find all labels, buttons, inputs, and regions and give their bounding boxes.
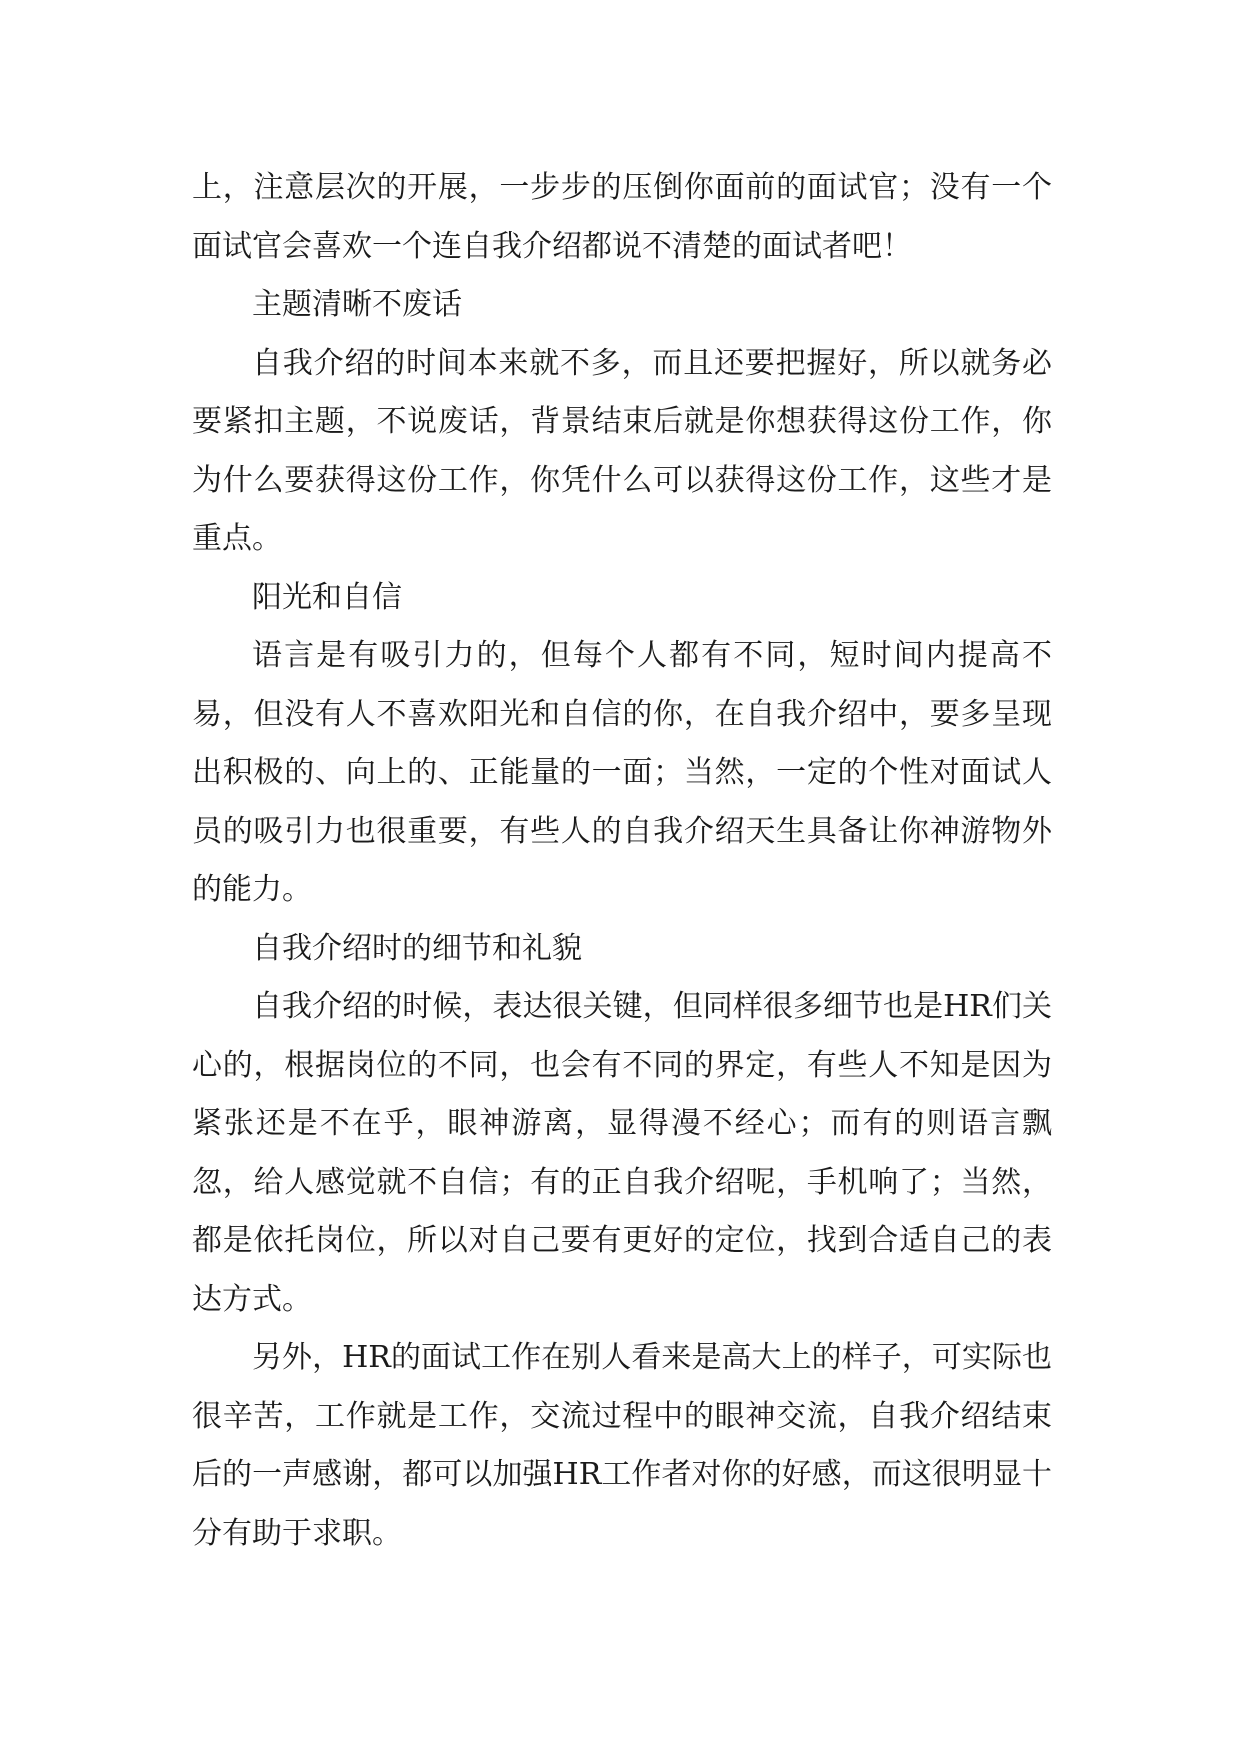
paragraph-details-courtesy: 自我介绍的时候，表达很关键，但同样很多细节也是HR们关心的，根据岗位的不同，也会有不同的界定，有些人不知是因为紧张还是不在乎，眼神游离，显得漫不经心；而有的则语言飘忽，给人感觉就不自信；有的正自我介绍呢，手机响了；当然，都是依托岗位，所以对自己要有更好的定位，找到合适自己的表达方式。 <box>192 989 1052 1317</box>
section-heading-sunny-confident: 阳光和自信 <box>252 579 402 615</box>
paragraph-continuation: 上，注意层次的开展，一步步的压倒你面前的面试官；没有一个面试官会喜欢一个连自我介绍都说不清楚的面试者吧！ <box>192 170 1052 264</box>
paragraph-sunny-confident: 语言是有吸引力的，但每个人都有不同，短时间内提高不易，但没有人不喜欢阳光和自信的你，在自我介绍中，要多呈现出积极的、向上的、正能量的一面；当然，一定的个性对面试人员的吸引力也很重要，有些人的自我介绍天生具备让你神游物外的能力。 <box>192 638 1052 907</box>
section-heading-clear-topic: 主题清晰不废话 <box>252 287 462 322</box>
paragraph-additionally: 另外，HR的面试工作在别人看来是高大上的样子，可实际也很辛苦，工作就是工作，交流过程中的眼神交流，自我介绍结束后的一声感谢，都可以加强HR工作者对你的好感，而这很明显十分有助于求职。 <box>192 1340 1052 1551</box>
document-body <box>192 159 1052 1563</box>
section-heading-details-courtesy: 自我介绍时的细节和礼貌 <box>252 930 582 966</box>
paragraph-clear-topic: 自我介绍的时间本来就不多，而且还要把握好，所以就务必要紧扣主题，不说废话，背景结束后就是你想获得这份工作，你为什么要获得这份工作，你凭什么可以获得这份工作，这些才是重点。 <box>192 345 1052 556</box>
